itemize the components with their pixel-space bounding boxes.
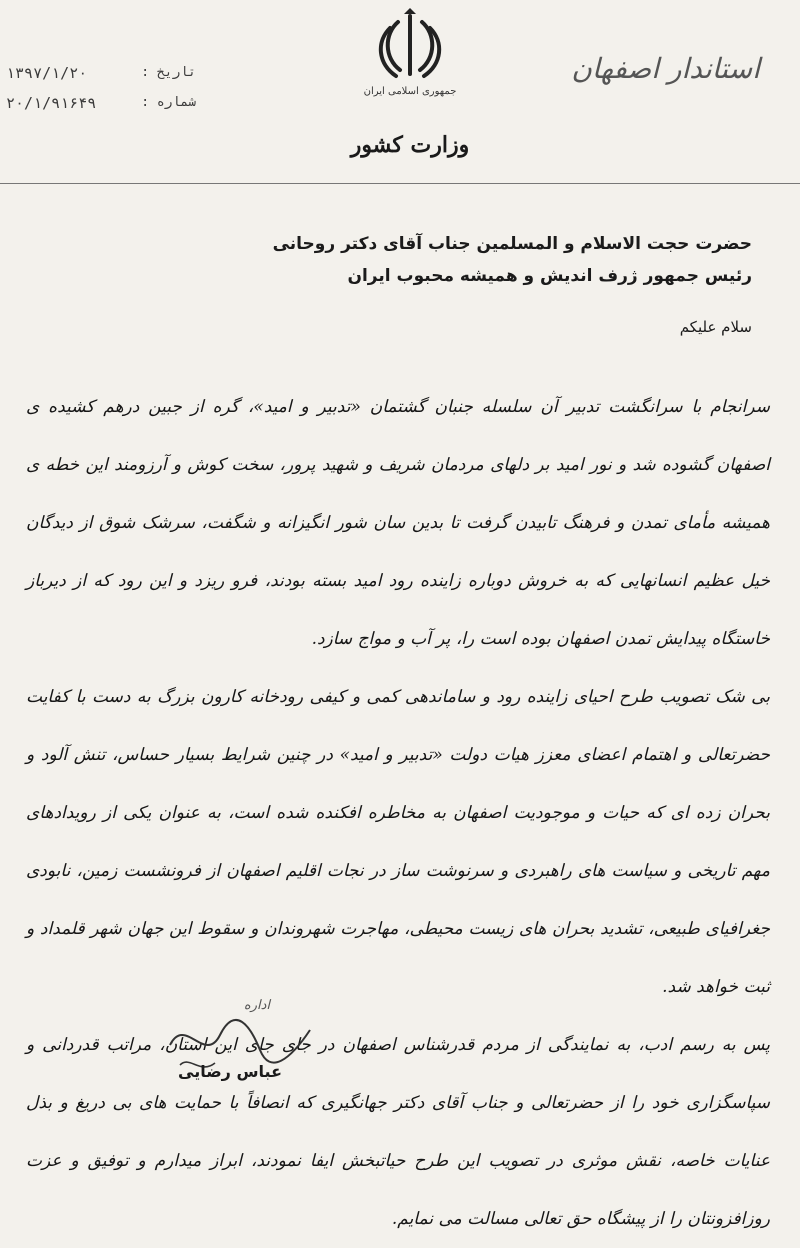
iran-emblem-icon <box>370 8 450 86</box>
number-label: شماره : <box>141 95 196 110</box>
body-paragraph-1: سرانجام با سرانگشت تدبیر آن سلسله جنبان گشتمان «تدبیر و امید»، گره از جبین درهم کشیده ی اصفهان گشوده شد و نور امید بر دلهای مردمان شریف و شهید پرور، سخت کوش و آرزومند این خطه ی همیشه مأمای تمدن و فرهنگ تابیدن گرفت تا بدین سان شور انگیزانه و شگفت، سرشک شوق از دیدگان خیل عظیم انسانهایی که به خروش دوباره زاینده رود امید بسته بودند، فرو ریزد و این رود که از دیرباز خاستگاه پیدایش تمدن اصفهان بوده است را، پر آب و مواج سازد. <box>26 397 771 649</box>
letter-meta <box>6 58 196 118</box>
number-value: ۲۰/۱/۹۱۶۴۹ <box>6 94 97 112</box>
emblem-caption: جمهوری اسلامی ایران <box>363 86 457 97</box>
addressee-line-2: رئیس جمهور ژرف اندیش و همیشه محبوب ایران <box>347 266 752 286</box>
governor-title: استاندار اصفهان <box>571 52 760 85</box>
header-divider <box>0 183 800 184</box>
letter-body <box>26 378 770 1248</box>
ministry-title: وزارت کشور <box>350 132 470 158</box>
signature-note: اداره <box>243 998 270 1013</box>
number-row <box>6 88 196 118</box>
body-paragraph-2: بی شک تصویب طرح احیای زاینده رود و ساماندهی کمی و کیفی رودخانه کارون بزرگ به دست با کفایت حضرتعالی و اهتمام اعضای معزز هیات دولت «تدبیر و امید» در چنین شرایط بسیار حساس، تنش آلود و بحران زده ای که حیات و موجودیت اصفهان به مخاطره افکنده شده است، به عنوان یکی از رویدادهای مهم تاریخی و سیاست های راهبردی و سرنوشت ساز در نجات اقلیم اصفهان از فرونشست زمین، نابودی جغرافیای طبیعی، تشدید بحران های زیست محیطی، مهاجرت شهروندان و سقوط این جهان شهر قلمداد و ثبت خواهد شد. <box>26 687 770 997</box>
addressee-line-1: حضرت حجت الاسلام و المسلمین جناب آقای دکتر روحانی <box>272 234 752 254</box>
date-row <box>6 58 196 88</box>
signer-name: عباس رضایی <box>178 1062 282 1081</box>
addressee-block <box>252 228 752 292</box>
handwritten-signature-icon <box>160 1005 320 1095</box>
date-label: تاریخ : <box>141 65 196 80</box>
date-value: ۱۳۹۷/۱/۲۰ <box>6 64 88 82</box>
body-paragraph-3: پس به رسم ادب، به نمایندگی از مردم قدرشناس اصفهان در جای جای این استان، مراتب قدردانی و سپاسگزاری خود را از حضرتعالی و جناب آقای دکتر جهانگیری که انصافاً با حمایت های بی دریغ و بذل عنایات خاصه، نقش موثری در تصویب این طرح حیاتبخش ایفا نمودند، ابراز میدارم و توفیق و عزت روزافزونتان را از پیشگاه حق تعالی مسالت می نمایم. <box>26 1035 770 1229</box>
greeting: سلام علیکم <box>679 318 752 336</box>
